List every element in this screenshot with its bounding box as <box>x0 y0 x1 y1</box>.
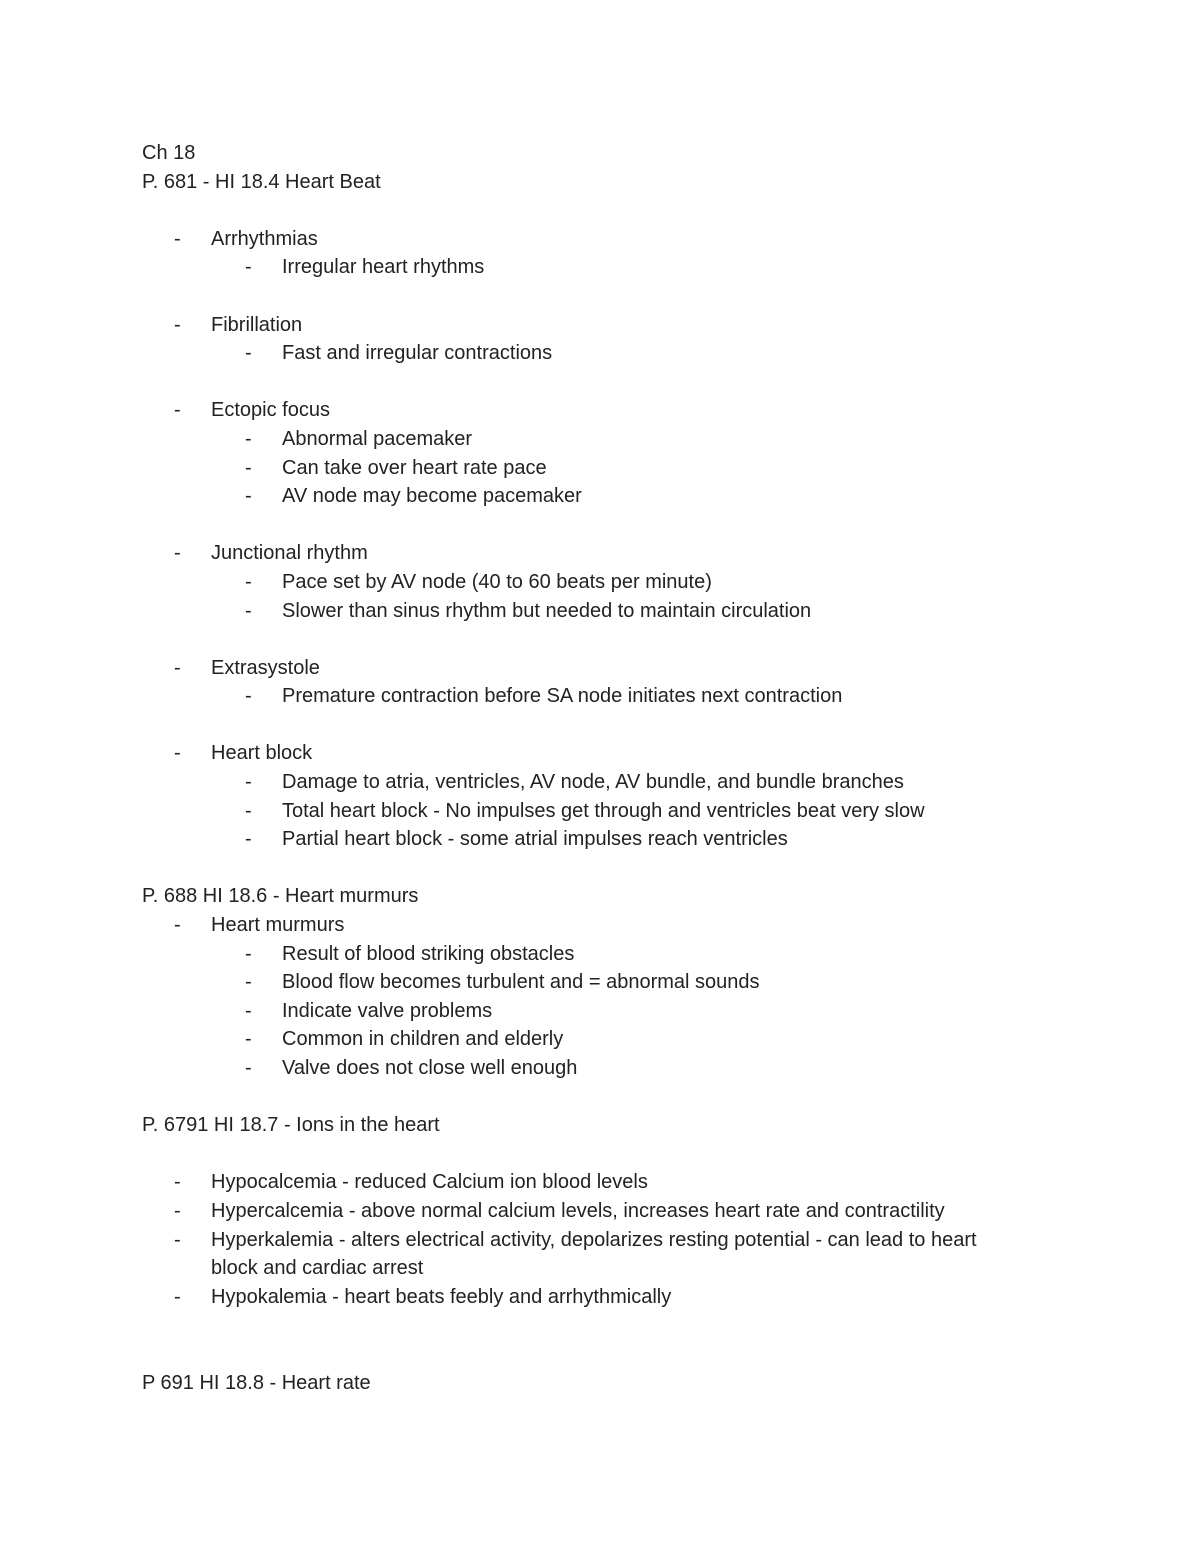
chapter-heading: Ch 18 <box>142 142 196 164</box>
bullet: - <box>174 1199 181 1222</box>
bullet: - <box>245 828 252 851</box>
bullet: - <box>245 485 252 508</box>
bullet: - <box>174 742 181 765</box>
section-title-ions: P. 6791 HI 18.7 - Ions in the heart <box>142 1114 440 1137</box>
bullet: - <box>245 599 252 622</box>
bullet: - <box>174 542 181 565</box>
sub-list-item: - Result of blood striking obstacles <box>142 940 1062 969</box>
sub-list-item: - Valve does not close well enough <box>142 1054 1062 1083</box>
sub-list-item: - AV node may become pacemaker <box>142 482 1062 511</box>
bullet: - <box>245 771 252 794</box>
sub-list-item: - Abnormal pacemaker <box>142 425 1062 454</box>
list-item: - Junctional rhythm <box>142 539 1062 568</box>
list-item: - Heart block <box>142 739 1062 768</box>
sub-list-item: - Pace set by AV node (40 to 60 beats per minute) <box>142 568 1062 597</box>
bullet: - <box>174 914 181 937</box>
list-item: - Hypokalemia - heart beats feebly and arrhythmically <box>142 1283 1062 1312</box>
sub-list-item: - Can take over heart rate pace <box>142 454 1062 483</box>
bullet: - <box>245 342 252 365</box>
list-item: - Hyperkalemia - alters electrical activity, depolarizes resting potential - can lead to heart <box>142 1226 1062 1255</box>
list-item-continuation: block and cardiac arrest <box>211 1257 424 1280</box>
bullet: - <box>245 427 252 450</box>
bullet: - <box>174 227 181 250</box>
bullet: - <box>245 456 252 479</box>
notes-body <box>142 139 1062 1397</box>
bullet: - <box>174 1285 181 1308</box>
bullet: - <box>245 999 252 1022</box>
sub-list-item: - Irregular heart rhythms <box>142 253 1062 282</box>
bullet: - <box>245 1028 252 1051</box>
sub-list-item: - Damage to atria, ventricles, AV node, AV bundle, and bundle branches <box>142 768 1062 797</box>
list-item: - Ectopic focus <box>142 396 1062 425</box>
section-title-heart-beat: P. 681 - HI 18.4 Heart Beat <box>142 170 381 193</box>
sub-list-item: - Premature contraction before SA node initiates next contraction <box>142 682 1062 711</box>
bullet: - <box>245 685 252 708</box>
bullet: - <box>245 799 252 822</box>
bullet: - <box>174 1171 181 1194</box>
sub-list-item: - Slower than sinus rhythm but needed to maintain circulation <box>142 597 1062 626</box>
section-title-murmurs: P. 688 HI 18.6 - Heart murmurs <box>142 885 419 908</box>
bullet: - <box>174 656 181 679</box>
list-item: - Hypocalcemia - reduced Calcium ion blood levels <box>142 1168 1062 1197</box>
bullet: - <box>174 1228 181 1251</box>
sub-list-item: - Partial heart block - some atrial impulses reach ventricles <box>142 825 1062 854</box>
list-item: - Hypercalcemia - above normal calcium levels, increases heart rate and contractility <box>142 1197 1062 1226</box>
bullet: - <box>245 942 252 965</box>
list-item: - Fibrillation <box>142 311 1062 340</box>
sub-list-item: - Fast and irregular contractions <box>142 339 1062 368</box>
list-item: - Heart murmurs <box>142 911 1062 940</box>
bullet: - <box>174 313 181 336</box>
bullet: - <box>245 1057 252 1079</box>
section-title-heart-rate: P 691 HI 18.8 - Heart rate <box>142 1371 371 1394</box>
bullet: - <box>245 570 252 593</box>
list-item: - Arrhythmias <box>142 225 1062 254</box>
sub-list-item: - Blood flow becomes turbulent and = abnormal sounds <box>142 968 1062 997</box>
bullet: - <box>174 399 181 422</box>
sub-list-item: - Common in children and elderly <box>142 1025 1062 1054</box>
bullet: - <box>245 256 252 279</box>
sub-list-item: - Indicate valve problems <box>142 997 1062 1026</box>
bullet: - <box>245 971 252 994</box>
list-item: - Extrasystole <box>142 654 1062 683</box>
sub-list-item: - Total heart block - No impulses get through and ventricles beat very slow <box>142 797 1062 826</box>
